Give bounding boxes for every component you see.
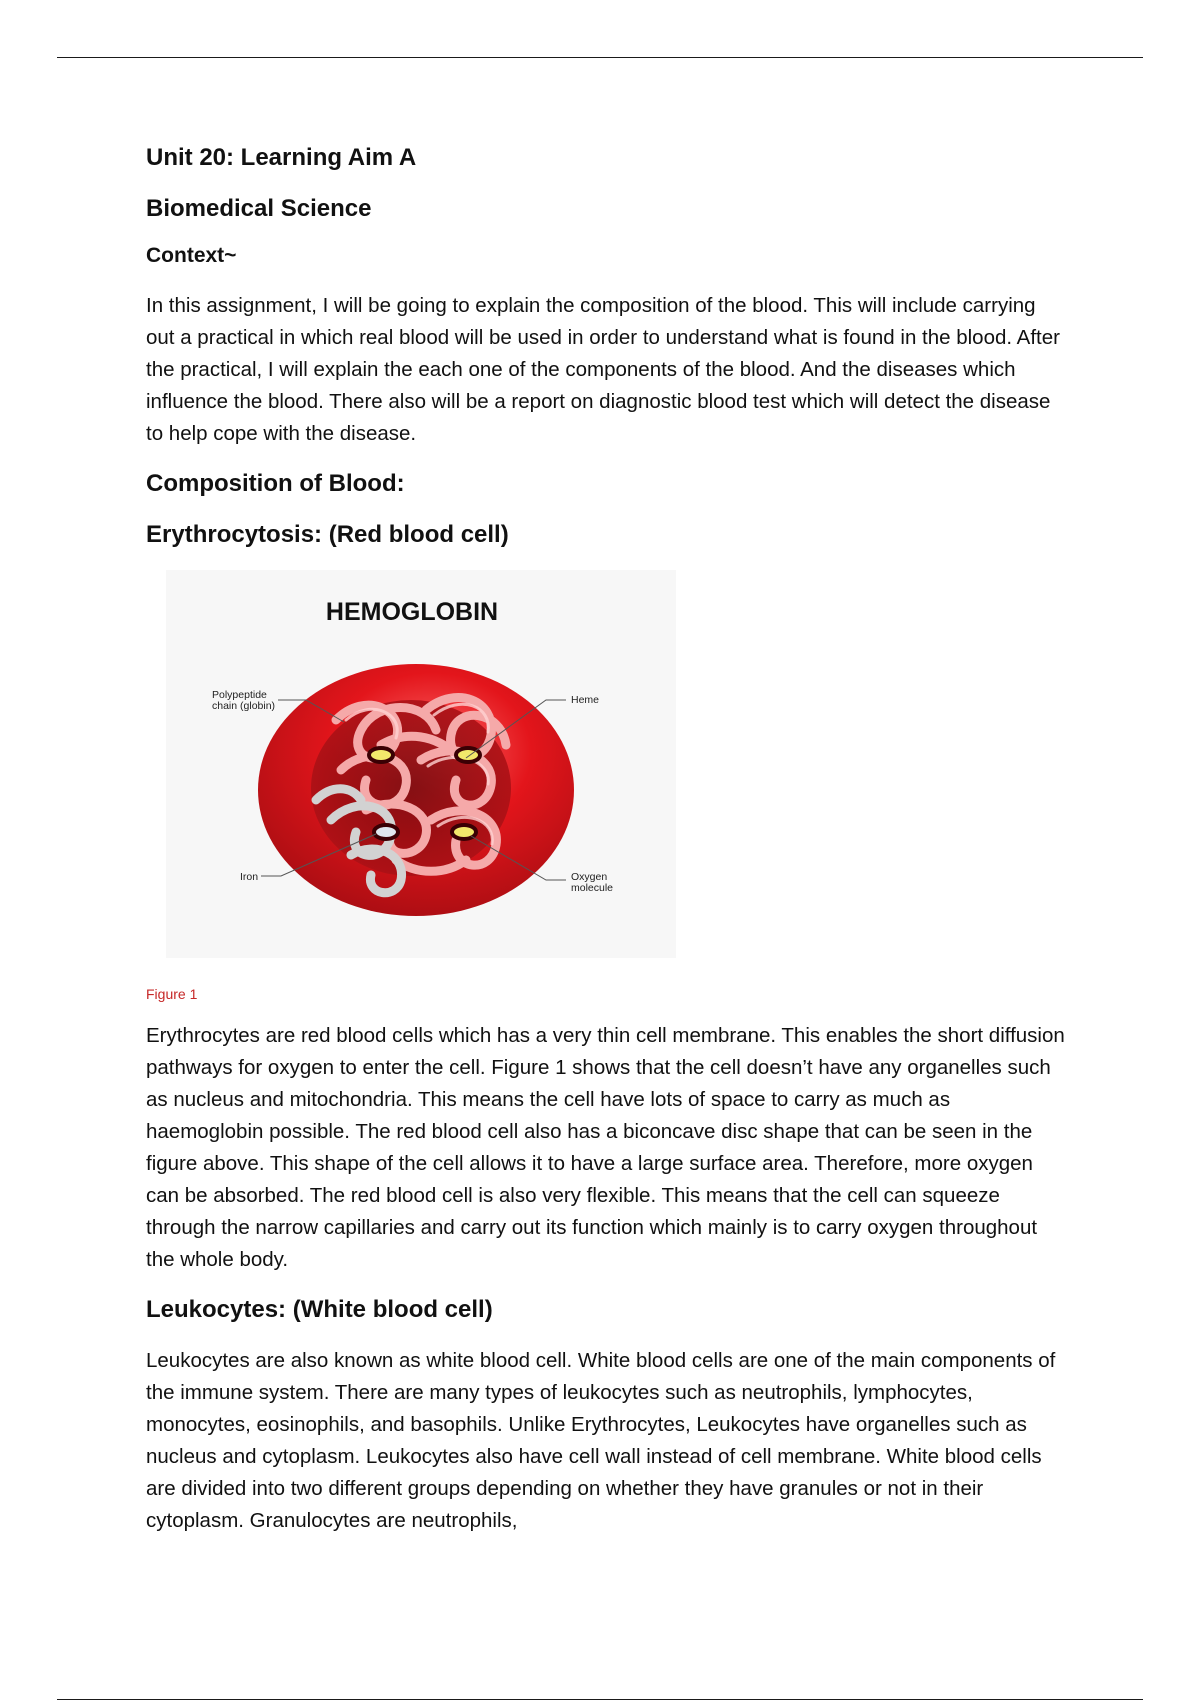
composition-heading: Composition of Blood: — [146, 469, 405, 497]
top-rule — [57, 57, 1143, 58]
hemoglobin-illustration — [166, 570, 676, 958]
leukocytes-heading: Leukocytes: (White blood cell) — [146, 1296, 493, 1324]
document-body — [146, 142, 1066, 1555]
erythrocytosis-heading: Erythrocytosis: (Red blood cell) — [146, 520, 509, 548]
label-polypeptide-line1: Polypeptide — [212, 689, 267, 702]
document-title: Unit 20: Learning Aim A — [146, 144, 417, 171]
label-oxygen-line1: Oxygen — [571, 871, 608, 884]
label-heme: Heme — [571, 694, 600, 707]
context-heading: Context~ — [146, 244, 237, 268]
context-paragraph: In this assignment, I will be going to explain the composition of the blood. This will include carrying out a practical in which real blood will be used in order to understand what is found in the blood. After the practical, I will explain the each one of the components of the blood. And the diseases which influence the blood. There also will be a report on diagnostic blood test which will detect the disease to help cope with the disease. — [146, 293, 1060, 445]
figure-title: HEMOGLOBIN — [325, 598, 499, 627]
erythrocytes-paragraph: Erythrocytes are red blood cells which has a very thin cell membrane. This enables the short diffusion pathways for oxygen to enter the cell. Figure 1 shows that the cell doesn’t have any organelles such as nucleus and mitochondria. This means the cell have lots of space to carry as much as haemoglobin possible. The red blood cell also has a biconcave disc shape that can be seen in the figure above. This shape of the cell allows it to have a large surface area. Therefore, more oxygen can be absorbed. The red blood cell is also very flexible. This means that the cell can squeeze through the narrow capillaries and carry out its function which mainly is to carry oxygen throughout the whole body. — [146, 1024, 1065, 1272]
leukocytes-paragraph: Leukocytes are also known as white blood cell. White blood cells are one of the main components of the immune system. There are many types of leukocytes such as neutrophils, lymphocytes, monocytes, eosinophils, and basophils. Unlike Erythrocytes, Leukocytes have organelles such as nucleus and cytoplasm. Leukocytes also have cell wall instead of cell membrane. White blood cells are divided into two different groups depending on whether they have granules or not in their cytoplasm. Granulocytes are neutrophils, — [146, 1349, 1056, 1533]
document-subtitle: Biomedical Science — [146, 195, 372, 223]
label-iron: Iron — [240, 871, 259, 884]
hemoglobin-figure — [166, 570, 676, 958]
label-polypeptide-line2: chain (globin) — [212, 700, 276, 713]
figure-caption: Figure 1 — [146, 986, 198, 1003]
label-oxygen-line2: molecule — [571, 882, 614, 895]
